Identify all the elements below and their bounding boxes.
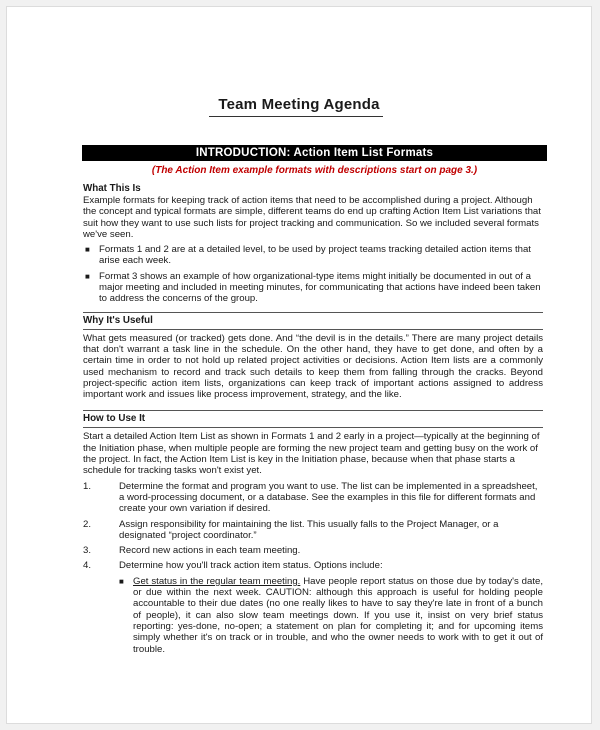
bullet-icon: ■ (119, 576, 124, 586)
list-item (119, 576, 543, 655)
how-body: Start a detailed Action Item List as shown in Formats 1 and 2 early in a project—typically at the beginning of the Initiation phase, when multiple people are forming the new project team and getting busy on the work of the project. In fact, the Action Item List is key in the Initiation phase, because when that phase starts a schedule for tracking tasks won't exist yet. (83, 431, 540, 477)
document-body (83, 183, 543, 659)
step-text: Determine the format and program you want to use. The list can be implemented in a spreadsheet, a word-processing document, or a database. See the examples in this file for different formats and create your own variation if desired. (119, 480, 538, 515)
section-divider (83, 312, 543, 313)
step-number: 4. (83, 560, 92, 572)
heading-how-to-use: How to Use It (83, 413, 146, 425)
step-number: 1. (83, 480, 92, 492)
section-divider (83, 410, 543, 411)
how-steps (83, 481, 543, 655)
bullet-text: Formats 1 and 2 are at a detailed level, to be used by project teams tracking detailed action items that arise each week. (99, 244, 531, 267)
document-page (6, 6, 592, 724)
why-body: What gets measured (or tracked) gets done. And “the devil is in the details.” There are many project details that don't warrant a task line in the schedule. On the other hand, they have to get done, and often by a certain time in order to not hold up related project activities or decisions. Action Item lists are a commonly used mechanism to record and track such details to keep them from falling through the cracks. Beyond project-specific action item lists, organizations can keep track of important actions assigned to address important work and issues like process improvement, strategy, and the like. (83, 332, 543, 401)
bullet-text: Format 3 shows an example of how organizational-type items might initially be documented in out of a major meeting and included in meeting minutes, for communicating that actions have indeed been taken to address the concerns of the group. (99, 270, 541, 305)
status-options (119, 576, 543, 655)
step-number: 3. (83, 545, 92, 557)
what-bullets (83, 244, 543, 304)
heading-why-useful: Why It's Useful (83, 314, 153, 326)
bullet-icon: ■ (85, 245, 90, 255)
section-banner: INTRODUCTION: Action Item List Formats (82, 145, 547, 161)
what-body: Example formats for keeping track of action items that need to be accomplished during a project. Although the concept and typical formats are simple, different teams do end up crafting Action Item List variations that suit how they want to use such lists for project tracking and communication. So we included several formats we've seen. (83, 195, 541, 240)
section-divider (83, 329, 543, 330)
step-text: Determine how you'll track action item status. Options include: (119, 560, 383, 572)
list-item (83, 271, 543, 305)
step-text: Record new actions in each team meeting. (119, 545, 301, 557)
step-text: Assign responsibility for maintaining the list. This usually falls to the Project Manager, or a designated “project coordinator.” (119, 518, 499, 541)
list-item (83, 560, 543, 654)
option-text: Have people report status on those due by today's date, or due within the next week. CAUTION: although this approach is useful for holding people accountable to their due dates (no one really likes to have to say they're late in front of a bunch of people), it can also slow team meetings down. If you use it, insist on very brief status reporting: yes-done, no-open; a statement on plan for completing it; and for upcoming items simply whether it's on track or in trouble, and who the owner needs to work with to get it out of trouble. (133, 575, 544, 655)
heading-what-this-is: What This Is (83, 183, 141, 194)
title-underline (209, 116, 383, 117)
list-item (83, 545, 543, 556)
option-lead: Get status in the regular team meeting. (133, 575, 301, 587)
step-number: 2. (83, 518, 92, 530)
list-item (83, 519, 543, 542)
section-divider (83, 427, 543, 428)
document-title: Team Meeting Agenda (218, 96, 380, 113)
list-item (83, 481, 543, 515)
red-note: (The Action Item example formats with descriptions start on page 3.) (151, 165, 478, 176)
list-item (83, 244, 543, 267)
bullet-icon: ■ (85, 271, 90, 281)
